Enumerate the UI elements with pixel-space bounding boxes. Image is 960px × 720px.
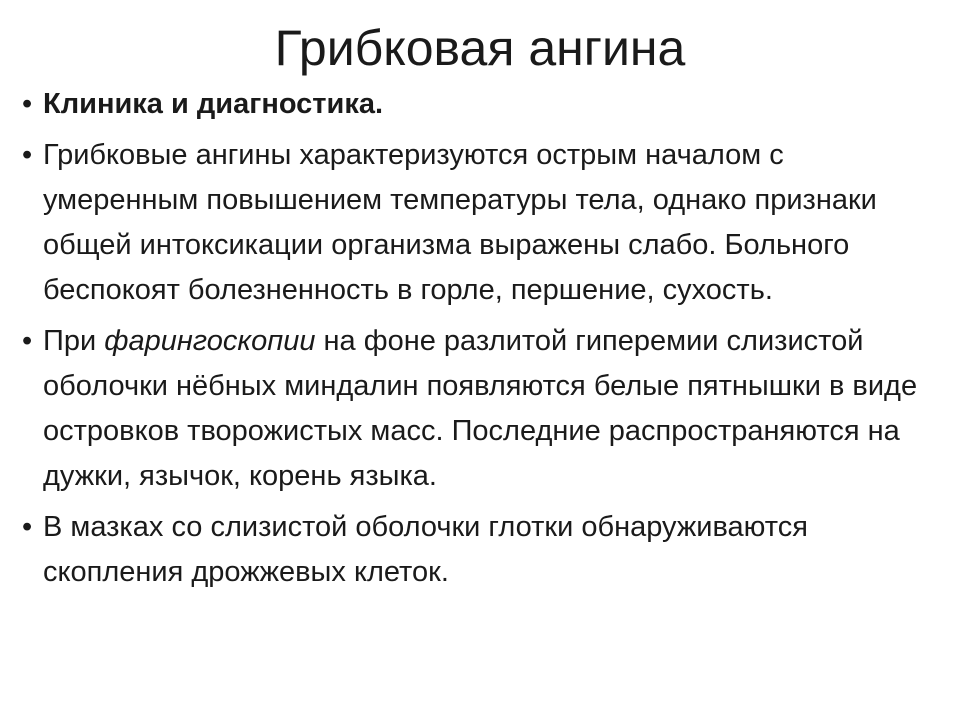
bullet-list	[22, 82, 946, 601]
bullet-icon	[22, 319, 36, 364]
bullet-text: В мазках со слизистой оболочки глотки обнаруживаются скопления дрожжевых клеток.	[43, 511, 808, 588]
bullet-item-clinic-diagnostics	[22, 82, 946, 127]
bullet-text: Клиника и диагностика.	[43, 88, 384, 120]
bullet-text-emphasis: фарингоскопии	[104, 325, 316, 357]
bullet-icon	[22, 133, 36, 178]
bullet-text-prefix: При	[43, 325, 105, 357]
bullet-item-symptoms	[22, 133, 946, 313]
bullet-item-smears	[22, 505, 946, 595]
bullet-text-suffix: на фоне разлитой гиперемии слизистой оболочки нёбных миндалин появляются белые пятнышки в виде островков творожистых масс. Последние распространяются на дужки, язычок, корень языка.	[43, 325, 918, 492]
bullet-icon	[22, 82, 36, 127]
bullet-text: Грибковые ангины характеризуются острым началом с умеренным повышением температуры тела, однако признаки общей интоксикации организма выражены слабо. Больного беспокоят болезненность в горле, першение, сухость.	[43, 139, 877, 306]
bullet-icon	[22, 505, 36, 550]
bullet-item-pharyngoscopy	[22, 319, 946, 499]
slide-title: Грибковая ангина	[274, 20, 686, 76]
